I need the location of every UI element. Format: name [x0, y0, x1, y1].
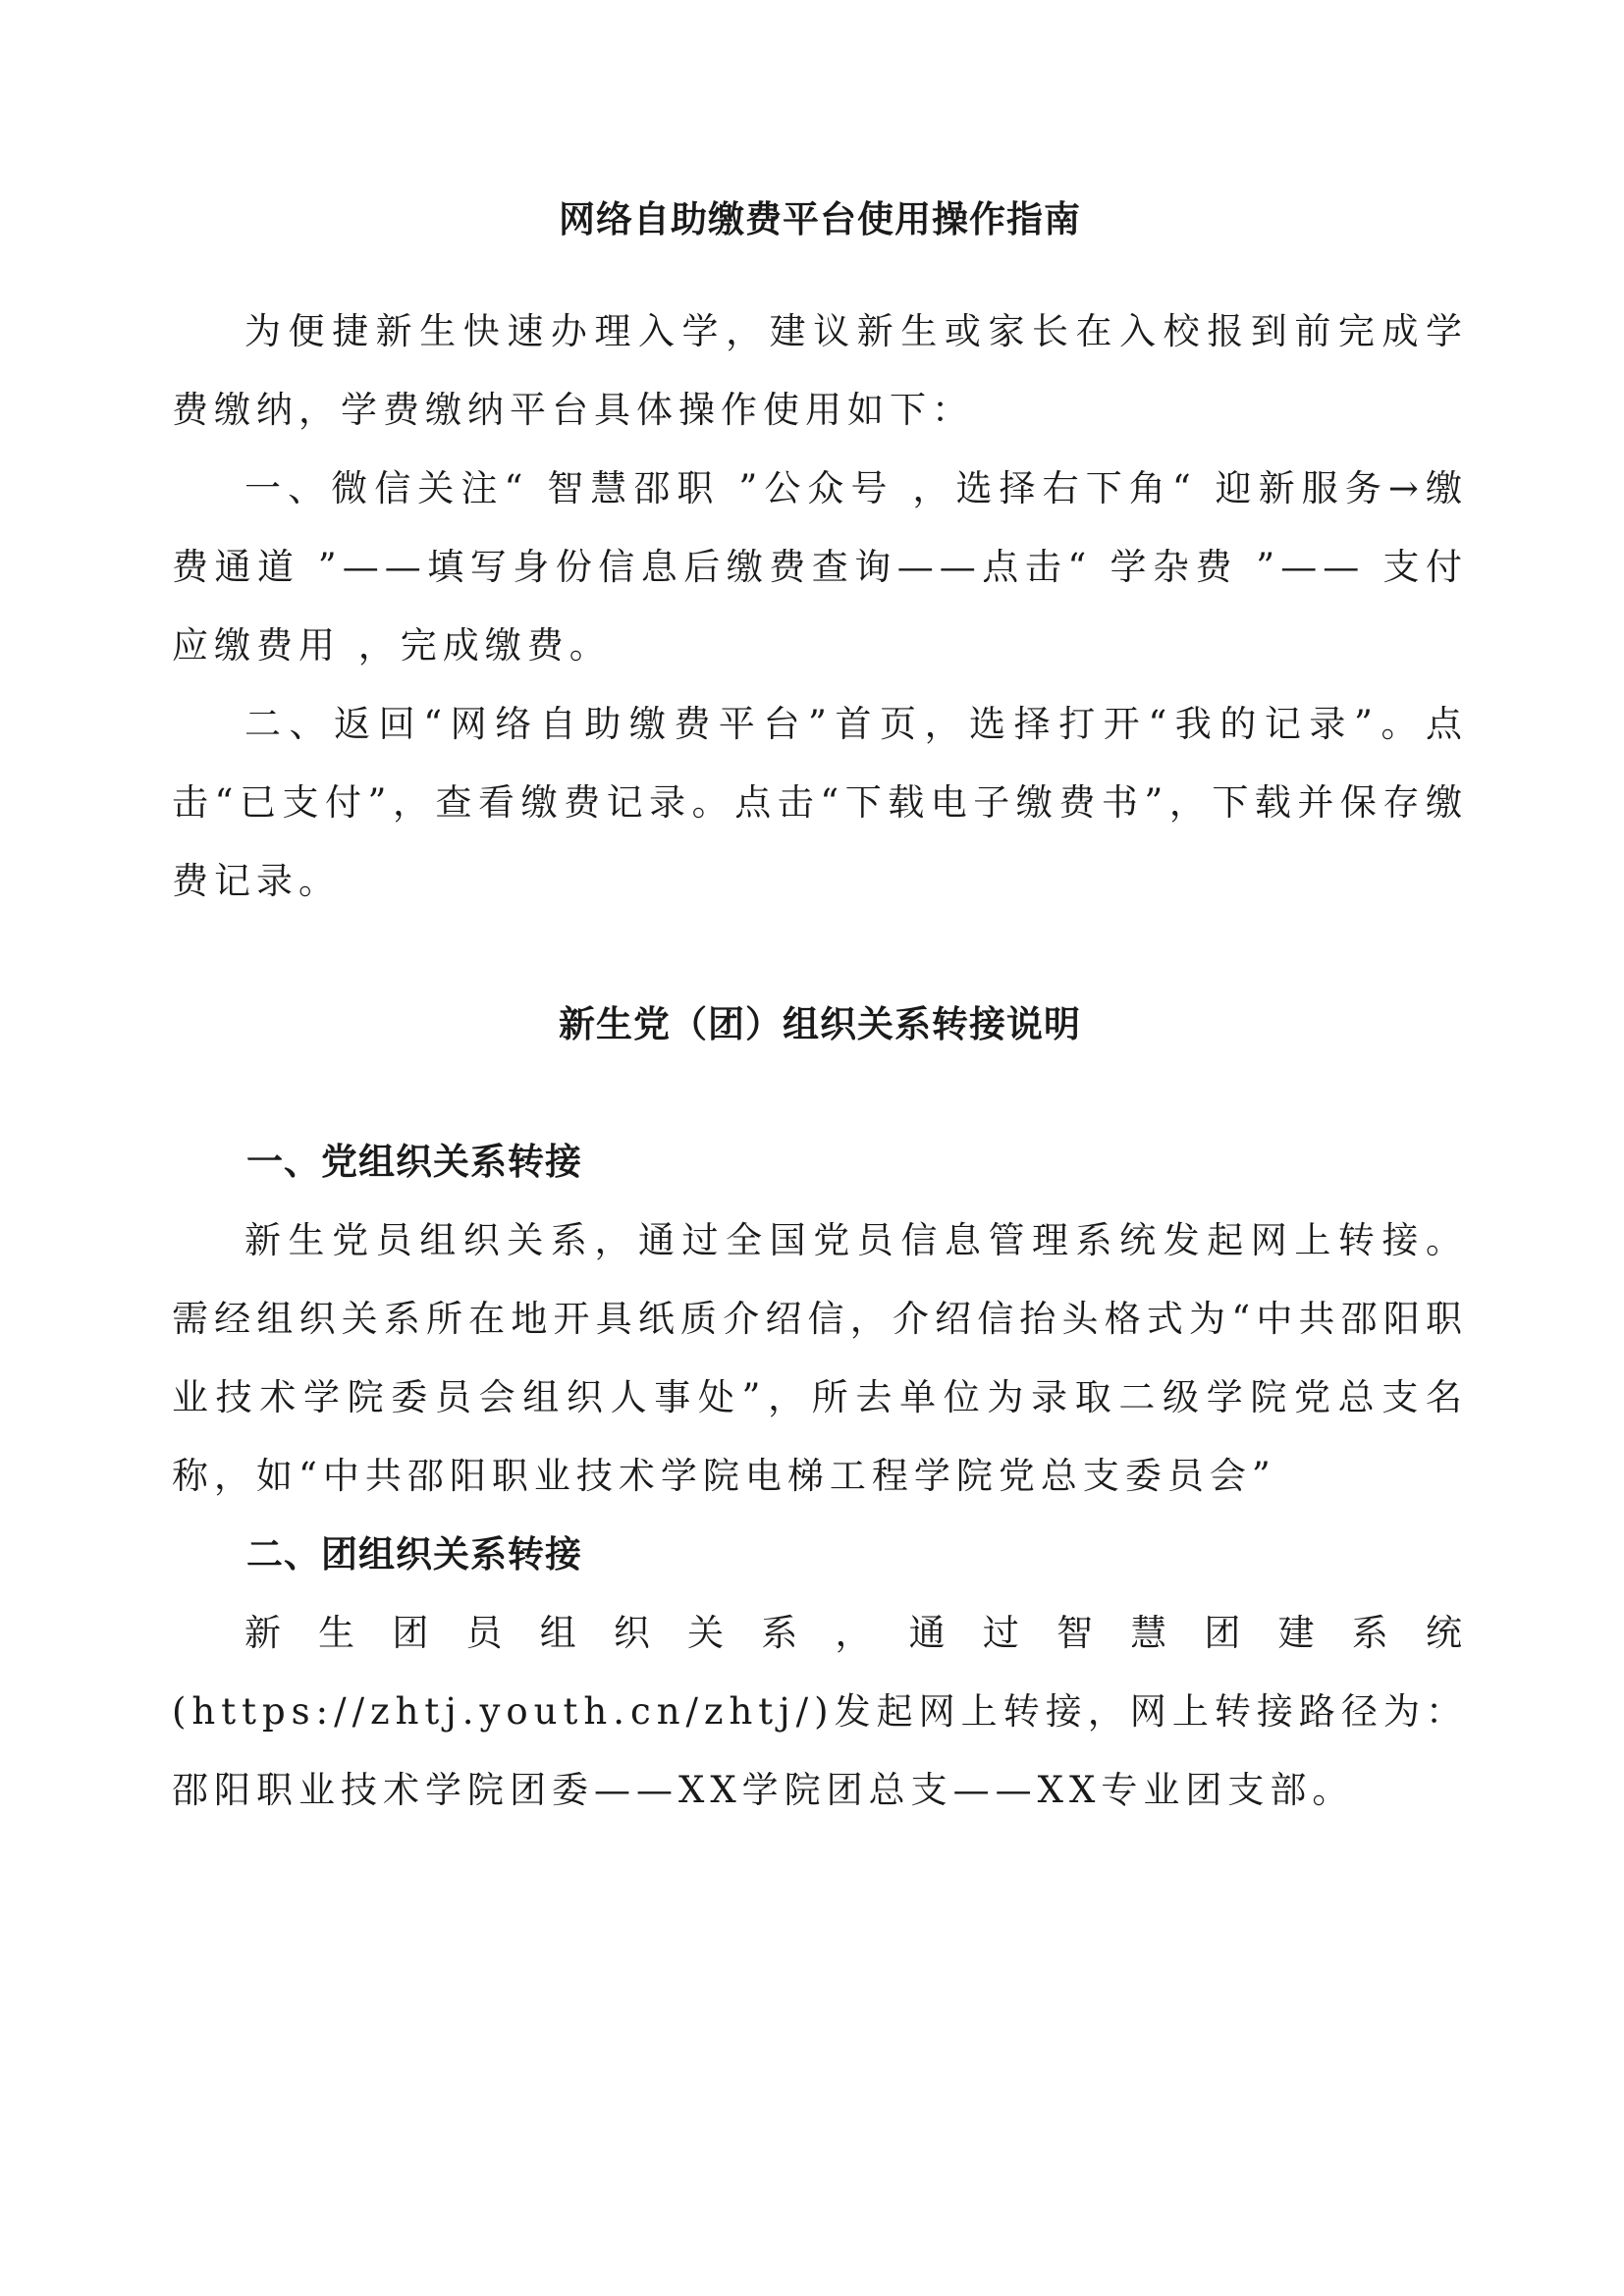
transfer-guide-section — [172, 1123, 1468, 1830]
transfer-guide-title: 新生党（团）组织关系转接说明 — [559, 1003, 1081, 1045]
fee-guide-step-one-paragraph: 一、微信关注“ 智慧邵职 ”公众号 ，选择右下角“ 迎新服务→缴费通道 ”——填写身份信息后缴费查询——点击“ 学杂费 ”—— 支付应缴费用 ，完成缴费。 — [172, 467, 1468, 667]
fee-guide-intro-paragraph: 为便捷新生快速办理入学，建议新生或家长在入校报到前完成学费缴纳，学费缴纳平台具体操作使用如下： — [172, 310, 1468, 431]
party-transfer-paragraph: 新生党员组织关系，通过全国党员信息管理系统发起网上转接。需经组织关系所在地开具纸质介绍信，介绍信抬头格式为“中共邵阳职业技术学院委员会组织人事处”，所去单位为录取二级学院党总支名称，如“中共邵阳职业技术学院电梯工程学院党总支委员会” — [172, 1219, 1468, 1497]
league-transfer-heading: 二、团组织关系转接 — [246, 1533, 582, 1575]
party-transfer-heading: 一、党组织关系转接 — [246, 1141, 582, 1183]
fee-guide-step-two-paragraph: 二、返回“网络自助缴费平台”首页，选择打开“我的记录”。点击“已支付”，查看缴费记录。点击“下载电子缴费书”，下载并保存缴费记录。 — [172, 703, 1468, 902]
fee-guide-title: 网络自助缴费平台使用操作指南 — [559, 198, 1081, 240]
document-content — [172, 187, 1468, 1830]
fee-guide-section — [172, 293, 1468, 921]
league-transfer-paragraph: 新生团员组织关系，通过智慧团建系统(https://zhtj.youth.cn/zhtj/)发起网上转接，网上转接路径为：邵阳职业技术学院团委——XX学院团总支——XX专业团支部。 — [172, 1612, 1468, 1811]
